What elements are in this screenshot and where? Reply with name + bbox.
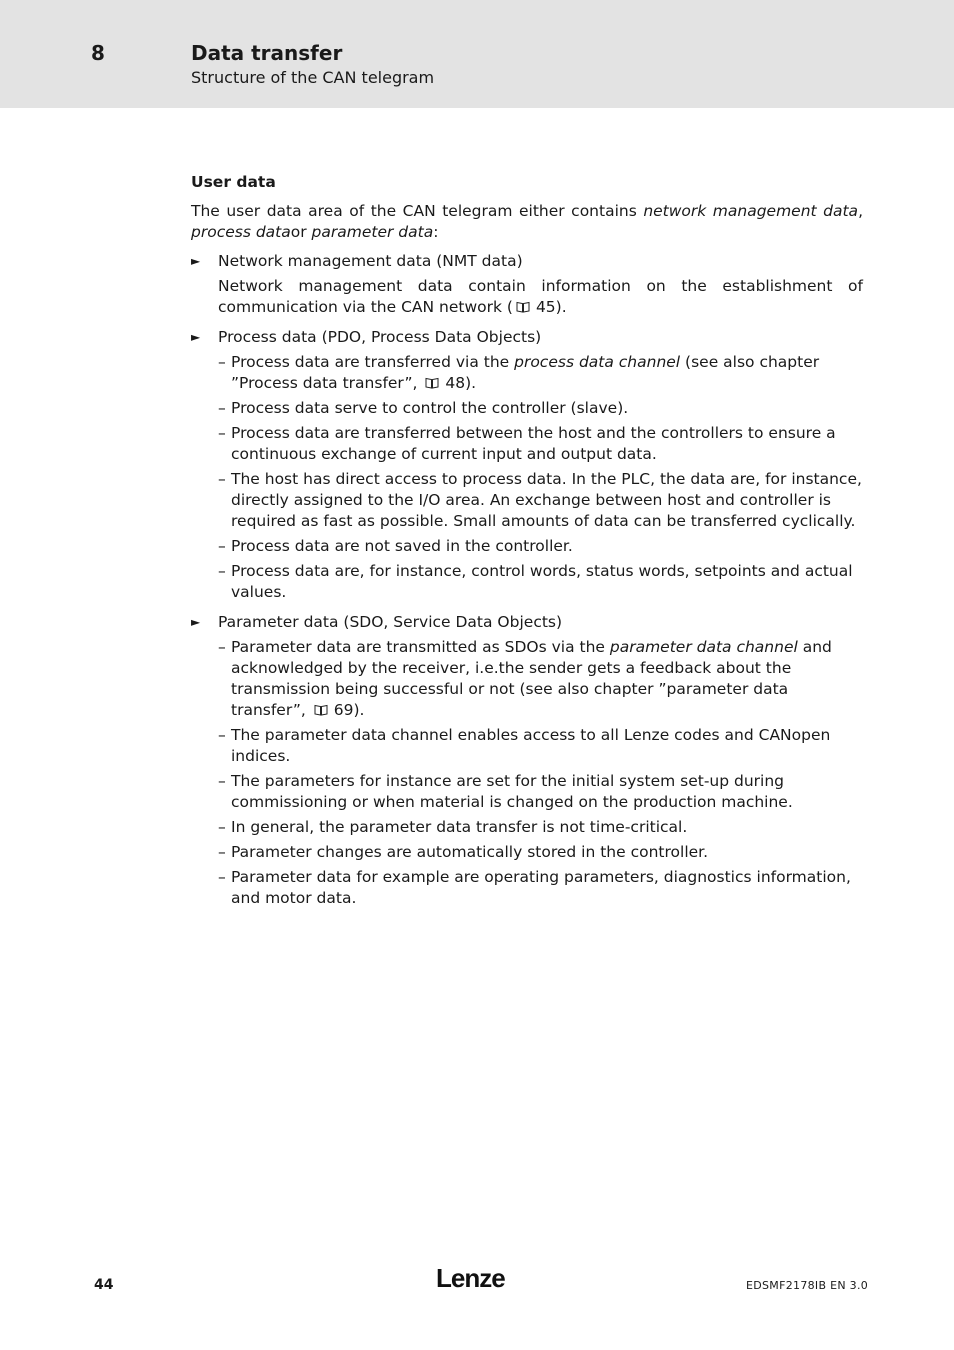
book-icon [516,301,530,313]
list-item: – In general, the parameter data transfer is not time-critical. [218,818,688,836]
book-icon [314,704,328,716]
arrow-bullet-icon: ► [191,330,201,344]
bullet-label: Network management data (NMT data) [218,252,523,270]
page-number: 44 [94,1277,114,1293]
pdo-list [191,352,863,603]
book-icon [425,377,439,389]
page-reference: 48). [445,374,477,392]
document-id: EDSMF2178IB EN 3.0 [746,1279,869,1292]
bullet-label: Process data (PDO, Process Data Objects) [218,328,542,346]
page-reference: 69). [333,701,365,719]
arrow-bullet-icon: ► [191,254,201,268]
list-item: – Process data serve to control the controller (slave). [218,399,629,417]
page-content [191,172,863,918]
list-item: – Process data are transferred via the process data channel (see also chapter ”Process data transfer”, 48). [218,353,820,392]
chapter-subtitle: Structure of the CAN telegram [191,68,435,87]
bullet-pdo [191,327,863,348]
list-item: – Parameter changes are automatically stored in the controller. [218,843,709,861]
svg-text:Lenze: Lenze [436,1263,505,1293]
bullet-label: Parameter data (SDO, Service Data Objects) [218,613,563,631]
intro-paragraph: The user data area of the CAN telegram either contains network management data, process dataor parameter data: [191,202,863,241]
list-item: – The parameter data channel enables access to all Lenze codes and CANopen indices. [218,726,831,765]
nmt-description: Network management data contain information on the establishment of communication via the CAN network ( 45). [218,277,863,316]
list-item: – Process data are transferred between the host and the controllers to ensure a continuous exchange of current input and output data. [218,424,836,463]
lenze-logo [436,1263,516,1293]
bullet-sdo [191,612,863,633]
bullet-nmt [191,251,863,272]
sdo-list [191,637,863,909]
list-item: – Process data are, for instance, control words, status words, setpoints and actual values. [218,562,853,601]
list-item: – Parameter data are transmitted as SDOs via the parameter data channel and acknowledged by the receiver, i.e.the sender gets a feedback about the transmission being successful or not (see also chapter ”parameter data transfer”, 69). [218,638,832,719]
list-item: – Process data are not saved in the controller. [218,537,573,555]
list-item: – Parameter data for example are operating parameters, diagnostics information, and motor data. [218,868,851,907]
chapter-title: Data transfer [191,41,343,65]
page-header [0,0,954,108]
page-reference: 45). [535,298,567,316]
list-item: – The host has direct access to process data. In the PLC, the data are, for instance, directly assigned to the I/O area. An exchange between host and controller is required as fast as possible. Small amounts of data can be transferred cyclically. [218,470,862,530]
arrow-bullet-icon: ► [191,615,201,629]
section-title: User data [191,173,276,191]
list-item: – The parameters for instance are set for the initial system set-up during commissioning or when material is changed on the production machine. [218,772,793,811]
chapter-number: 8 [91,41,105,65]
